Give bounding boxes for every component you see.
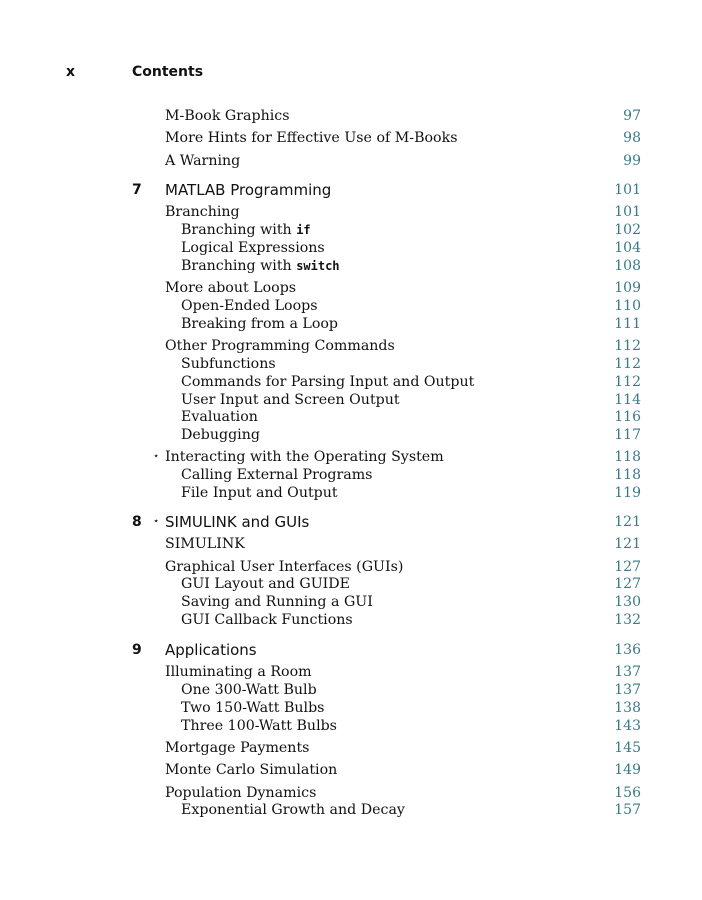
- star-marker: ⋆: [153, 451, 160, 462]
- page-number: x: [66, 64, 76, 80]
- entry-page-number: 136: [614, 642, 641, 658]
- entry-page-number: 121: [614, 514, 641, 530]
- entry-title: [181, 221, 311, 239]
- toc-subsection-entry: [0, 484, 702, 502]
- entry-title-text: Breaking from a Loop: [181, 316, 339, 332]
- entry-title-text: Monte Carlo Simulation: [165, 762, 338, 778]
- toc-subsection-entry: [0, 355, 702, 373]
- entry-title-text: Calling External Programs: [181, 467, 373, 483]
- entry-page-number: 119: [614, 485, 641, 501]
- entry-title-text: User Input and Screen Output: [181, 392, 400, 408]
- entry-title: [165, 784, 316, 802]
- entry-title: [165, 641, 257, 659]
- entry-title: [181, 717, 337, 735]
- entry-title-text: Applications: [165, 641, 257, 659]
- entry-title-text: Logical Expressions: [181, 240, 325, 256]
- entry-title: [181, 408, 258, 426]
- entry-title: [165, 761, 337, 779]
- entry-page-number: 111: [614, 316, 641, 332]
- entry-page-number: 132: [614, 612, 641, 628]
- entry-title-text: Other Programming Commands: [165, 338, 395, 354]
- entry-page-number: 138: [614, 700, 641, 716]
- toc-subsection-entry: [0, 717, 702, 735]
- entry-page-number: 110: [614, 298, 641, 314]
- entry-title: [181, 575, 350, 593]
- entry-page-number: 116: [614, 409, 641, 425]
- entry-page-number: 118: [614, 449, 641, 465]
- toc-section-entry: [0, 337, 702, 355]
- toc-chapter-entry: [0, 181, 702, 199]
- entry-title: [181, 484, 338, 502]
- toc-section-entry: [0, 739, 702, 757]
- entry-title-text: MATLAB Programming: [165, 181, 332, 199]
- toc-subsection-entry: [0, 801, 702, 819]
- entry-title: [165, 152, 240, 170]
- entry-title-text: Commands for Parsing Input and Output: [181, 374, 475, 390]
- toc-chapter-entry: [0, 513, 702, 531]
- entry-title-text: Illuminating a Room: [165, 664, 312, 680]
- entry-page-number: 97: [623, 108, 641, 124]
- entry-page-number: 121: [614, 536, 641, 552]
- toc-subsection-entry: [0, 681, 702, 699]
- entry-code-keyword: if: [296, 223, 311, 237]
- entry-title: [181, 257, 340, 275]
- entry-page-number: 108: [614, 258, 641, 274]
- toc-section-entry: [0, 279, 702, 297]
- entry-title: [181, 593, 373, 611]
- entry-title-text: M-Book Graphics: [165, 108, 290, 124]
- entry-title-text: Interacting with the Operating System: [165, 449, 444, 465]
- entry-page-number: 149: [614, 762, 641, 778]
- toc-subsection-entry: [0, 426, 702, 444]
- entry-title-text: GUI Layout and GUIDE: [181, 576, 351, 592]
- entry-title-text: Saving and Running a GUI: [181, 594, 373, 610]
- entry-page-number: 145: [614, 740, 641, 756]
- entry-title-text: Branching: [165, 204, 240, 220]
- toc-subsection-entry: [0, 593, 702, 611]
- toc-subsection-entry: [0, 391, 702, 409]
- toc-section-entry: [0, 203, 702, 221]
- entry-page-number: 127: [614, 559, 641, 575]
- entry-page-number: 102: [614, 222, 641, 238]
- entry-title: [181, 699, 324, 717]
- toc-subsection-entry: [0, 221, 702, 239]
- toc-subsection-entry: [0, 699, 702, 717]
- star-marker: ⋆: [153, 516, 160, 527]
- entry-page-number: 114: [614, 392, 641, 408]
- entry-page-number: 109: [614, 280, 641, 296]
- toc-section-entry: [0, 152, 702, 170]
- entry-title-text: Subfunctions: [181, 356, 276, 372]
- entry-title-text: Open-Ended Loops: [181, 298, 318, 314]
- entry-title: [165, 337, 395, 355]
- entry-title: [165, 663, 312, 681]
- toc-section-entry: [0, 663, 702, 681]
- toc-subsection-entry: [0, 408, 702, 426]
- entry-title-text: Mortgage Payments: [165, 740, 310, 756]
- entry-title: [165, 558, 403, 576]
- entry-page-number: 127: [614, 576, 641, 592]
- entry-title-text: More about Loops: [165, 280, 297, 296]
- toc-subsection-entry: [0, 611, 702, 629]
- entry-page-number: 130: [614, 594, 641, 610]
- entry-title: [181, 373, 474, 391]
- entry-title: [165, 129, 457, 147]
- toc-subsection-entry: [0, 257, 702, 275]
- entry-title-text: Population Dynamics: [165, 785, 317, 801]
- entry-title: [181, 391, 400, 409]
- entry-title-text: A Warning: [165, 153, 241, 169]
- entry-title-text: Branching with: [181, 258, 297, 274]
- entry-title: [181, 681, 317, 699]
- entry-title-text: SIMULINK and GUIs: [165, 513, 310, 531]
- entry-title-text: Two 150-Watt Bulbs: [181, 700, 325, 716]
- entry-title: [181, 426, 260, 444]
- entry-title-text: More Hints for Effective Use of M-Books: [165, 130, 458, 146]
- entry-page-number: 104: [614, 240, 641, 256]
- entry-page-number: 117: [614, 427, 641, 443]
- chapter-number: 7: [132, 182, 142, 198]
- entry-title-text: SIMULINK: [165, 536, 245, 552]
- entry-page-number: 98: [623, 130, 641, 146]
- entry-page-number: 157: [614, 802, 641, 818]
- entry-page-number: 112: [614, 338, 641, 354]
- entry-page-number: 118: [614, 467, 641, 483]
- toc-subsection-entry: [0, 466, 702, 484]
- entry-title: [165, 181, 331, 199]
- toc-section-entry: [0, 558, 702, 576]
- entry-title: [165, 107, 290, 125]
- entry-title: [181, 297, 317, 315]
- toc-subsection-entry: [0, 373, 702, 391]
- entry-title-text: Debugging: [181, 427, 260, 443]
- entry-title-text: One 300-Watt Bulb: [181, 682, 317, 698]
- entry-title: [165, 203, 240, 221]
- entry-page-number: 112: [614, 374, 641, 390]
- entry-title-text: Graphical User Interfaces (GUIs): [165, 559, 404, 575]
- entry-page-number: 137: [614, 664, 641, 680]
- chapter-number: 8: [132, 514, 142, 530]
- entry-page-number: 156: [614, 785, 641, 801]
- entry-title: [181, 801, 405, 819]
- entry-title: [165, 279, 296, 297]
- entry-title-text: File Input and Output: [181, 485, 338, 501]
- entry-page-number: 112: [614, 356, 641, 372]
- toc-subsection-entry: [0, 315, 702, 333]
- entry-title-text: Three 100-Watt Bulbs: [181, 718, 337, 734]
- entry-title: [165, 513, 309, 531]
- toc-section-entry: [0, 107, 702, 125]
- entry-page-number: 143: [614, 718, 641, 734]
- toc-section-entry: [0, 535, 702, 553]
- toc-section-entry: [0, 448, 702, 466]
- toc-chapter-entry: [0, 641, 702, 659]
- entry-page-number: 99: [623, 153, 641, 169]
- entry-page-number: 101: [614, 204, 641, 220]
- entry-title: [181, 466, 372, 484]
- toc-section-entry: [0, 129, 702, 147]
- entry-title: [181, 239, 325, 257]
- entry-title: [181, 315, 338, 333]
- entry-code-keyword: switch: [296, 259, 340, 273]
- entry-title-text: Exponential Growth and Decay: [181, 802, 405, 818]
- chapter-number: 9: [132, 642, 142, 658]
- toc-subsection-entry: [0, 575, 702, 593]
- toc-subsection-entry: [0, 297, 702, 315]
- entry-title: [165, 535, 245, 553]
- entry-title: [165, 448, 444, 466]
- toc-section-entry: [0, 761, 702, 779]
- entry-title-text: Evaluation: [181, 409, 258, 425]
- running-head-title: Contents: [132, 64, 204, 80]
- entry-title-text: Branching with: [181, 222, 297, 238]
- entry-title: [181, 611, 353, 629]
- entry-page-number: 137: [614, 682, 641, 698]
- entry-page-number: 101: [614, 182, 641, 198]
- toc-subsection-entry: [0, 239, 702, 257]
- entry-title: [181, 355, 276, 373]
- entry-title: [165, 739, 309, 757]
- toc-section-entry: [0, 784, 702, 802]
- entry-title-text: GUI Callback Functions: [181, 612, 353, 628]
